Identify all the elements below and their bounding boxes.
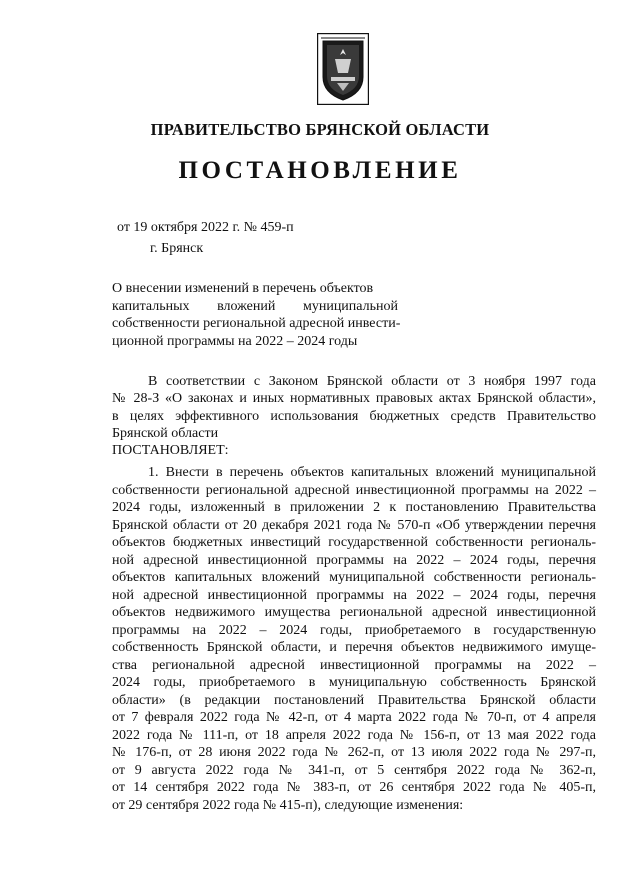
body-line: 1. Внести в перечень объектов капитальных вложений муниципальной (148, 465, 596, 480)
preamble-paragraph (112, 373, 596, 459)
body-line: от 14 сентября 2022 года № 383-п, от 26 сентября 2022 года № 405-п, (112, 780, 596, 795)
body-line: от 9 августа 2022 года № 341-п, от 5 сентября 2022 года № 362-п, (112, 762, 596, 778)
body-line: собственности региональной адресной инвестиционной программы на 2022 – (112, 482, 596, 498)
resolves-heading: ПОСТАНОВЛЯЕТ: (112, 443, 229, 459)
preamble-line: в целях эффективного использования бюджетных средств Правительство (112, 408, 596, 424)
body-line: объектов недвижимого имущества региональной адресной инвестиционной (112, 605, 596, 620)
body-line: от 29 сентября 2022 года № 415-п), следующие изменения: (112, 797, 464, 813)
body-line: объектов бюджетных инвестиций государственной собственности региональ- (112, 535, 596, 550)
body-line: ства региональной адресной инвестиционной программы на 2022 – (112, 657, 596, 673)
subject-line: ционной программы на 2022 – 2024 годы (112, 333, 358, 349)
body-paragraph (112, 464, 596, 814)
body-line: 2022 года № 111-п, от 18 апреля 2022 года № 156-п, от 13 мая 2022 года (112, 727, 596, 743)
document-subject (112, 280, 401, 350)
body-line: собственность Брянской области, и перечня объектов недвижимого имуще- (112, 640, 596, 655)
bryansk-coat-of-arms-icon (317, 33, 369, 105)
body-line: № 176-п, от 28 июня 2022 года № 262-п, от 13 июля 2022 года № 297-п, (112, 745, 596, 760)
preamble-line: В соответствии с Законом Брянской области от 3 ноября 1997 года (148, 374, 596, 389)
subject-line: капитальных вложений муниципальной (112, 298, 398, 314)
body-line: 2024 годы, изложенный в приложении 2 к постановлению Правительства (112, 500, 596, 515)
body-line: ной адресной инвестиционной программы на 2022 – 2024 годы, перечня (112, 587, 596, 603)
document-type: ПОСТАНОВЛЕНИЕ (178, 157, 462, 184)
document-date-number: от 19 октября 2022 г. № 459-п (117, 220, 294, 235)
body-line: 2024 годы, приобретаемого в муниципальную собственность Брянской (112, 675, 596, 690)
preamble-line: № 28-З «О законах и иных нормативных правовых актах Брянской области», (112, 391, 596, 407)
body-line: ной адресной инвестиционной программы на 2022 – 2024 годы, перечня (112, 552, 596, 568)
organization-name: ПРАВИТЕЛЬСТВО БРЯНСКОЙ ОБЛАСТИ (150, 120, 490, 139)
body-line: объектов капитальных вложений муниципальной собственности региональ- (112, 570, 596, 585)
body-line: области» (в редакции постановлений Правительства Брянской области (112, 692, 596, 708)
document-city: г. Брянск (150, 241, 204, 256)
body-line: Брянской области от 20 декабря 2021 года № 570-п «Об утверждении перечня (112, 517, 596, 533)
subject-line: собственности региональной адресной инвести- (112, 316, 401, 332)
body-line: программы на 2022 – 2024 годы, приобретаемого в государственную (112, 622, 596, 638)
preamble-line: Брянской области (112, 425, 219, 441)
subject-line: О внесении изменений в перечень объектов (112, 281, 374, 296)
body-line: от 7 февраля 2022 года № 42-п, от 4 марта 2022 года № 70-п, от 4 апреля (112, 710, 596, 725)
